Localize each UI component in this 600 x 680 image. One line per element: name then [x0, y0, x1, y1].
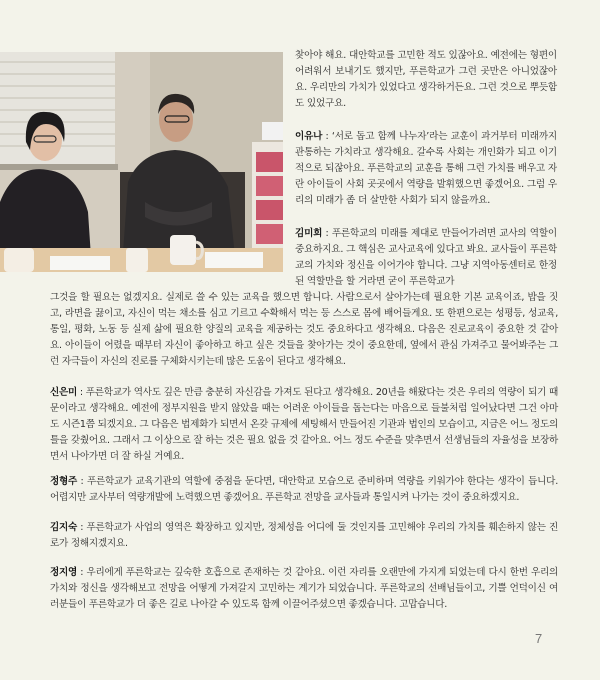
paragraph-kim-mihee-cont: [50, 290, 558, 370]
speaker-remark: : 푸른학교가 교육기관의 역할에 중점을 둔다면, 대안학교 모습으로 준비하며 역량을 키워가야 한다는 생각이 듭니다. 어렵지만 교사부터 역량개발에 노력했으면 좋겠어요. 푸른학교 전망을 교사들과 통일시켜 나가는 것이 중요하겠지요.: [50, 476, 558, 503]
speaker-name: 신은미: [50, 387, 78, 398]
speaker-remark: : 푸른학교가 역사도 깊은 만큼 충분히 자신감을 가져도 된다고 생각해요. 20년을 해왔다는 것은 우리의 역량이 되기 때문이라고 생각해요. 예전에 정부지원을 받지 않았을 때는 어려운 아이들을 돕는다는 마음으로 들불처럼 일어났다면 그건 아마도 시즌1쯤 되겠지요. 그 다음은 법제화가 되면서 온갖 규제에 세팅해서 만들어진 기관과 법인의 모습이고, 지금은 어느 정도의 틀을 갖췄어요. 그래서 그 이상으로 잘 하는 것은 필요 없을 것 같아요. 어느 정도 수준을 맞추면서 선생님들의 자율성을 보장하면서 나아가면 더 잘 하실 거예요.: [50, 387, 558, 462]
speaker-name: 정형주: [50, 476, 78, 487]
speaker-name: 김미희: [295, 228, 323, 239]
paragraph-kim-jisuk: [50, 520, 558, 552]
speaker-remark: : 우리에게 푸른학교는 깊숙한 호흡으로 존재하는 것 같아요. 이런 자리를 오랜만에 가지게 되었는데 다시 한번 우리의 가치와 정신을 생각해보고 전망을 어떻게 가져갈지 고민하는 계기가 되었습니다. 푸른학교의 선배님들이고, 기쁠 언덕이신 여러분들이 푸른학교가 더 좋은 길로 나아갈 수 있도록 함께 이끌어주셨으면 좋겠습니다. 고맙습니다.: [50, 567, 558, 610]
speaker-name: 이유나: [295, 131, 323, 142]
speaker-remark: : ‘서로 돕고 함께 나누자’라는 교훈이 과거부터 미래까지 관통하는 가치라고 생각해요. 갈수록 사회는 개인화가 되고 이기적으로 되잖아요. 푸른학교의 교훈을 통해 그런 가치를 배우고 자란 아이들이 사회 곳곳에서 역량을 발휘했으면 좋겠어요. 그럼 우리의 미래가 좀 더 살만한 사회가 되지 않을까요.: [295, 131, 557, 206]
paragraph-lee-yuna: [295, 129, 557, 209]
speaker-name: 김지숙: [50, 522, 78, 533]
paragraph-jung-hyungju: [50, 474, 558, 506]
paragraph-continuation: 찾아야 해요. 대안학교를 고민한 적도 있잖아요. 예전에는 형편이 어려워서 보내기도 했지만, 푸른학교가 그런 곳만은 아니었잖아요. 우리만의 가치가 있었다고 생각하거든요. 그런 것으로 뿌듯함도 있었구요.: [295, 50, 557, 109]
paragraph-kim-mihee: [295, 226, 557, 290]
paragraph-jung-jiyoung: [50, 565, 558, 613]
interview-photo: [0, 52, 283, 272]
paragraph-shin-eunmi: [50, 385, 558, 465]
speaker-remark: : 푸른학교의 미래를 제대로 만들어가려면 교사의 역할이 중요하지요. 그 핵심은 교사교육에 있다고 봐요. 교사들이 푸른학교의 가치와 정신을 이어가야 합니다. 그냥 지역아동센터로 한정된 역할만을 할 거라면 굳이 푸른학교가: [295, 228, 557, 287]
speaker-remark: : 푸른학교가 사업의 영역은 확장하고 있지만, 정체성을 어디에 둘 것인지를 고민해야 우리의 가치를 훼손하지 않는 진로가 정해지겠지요.: [50, 522, 558, 549]
paragraph-text: 그것을 할 필요는 없겠지요. 실제로 쓸 수 있는 교육을 했으면 합니다. 사람으로서 살아가는데 필요한 기본 교육이죠, 밥을 짓고, 라면을 끓이고, 자신이 먹는 채소를 심고 기르고 수확해서 먹는 등 스스로 몸에 배어들게요. 또 한편으로는 성평등, 성교육, 통일, 평화, 노동 등 실제 삶에 필요한 양질의 교육을 제공하는 것도 중요하다고 생각해요. 다음은 진로교육이 중요한 것 같아요. 아이들이 어렸을 때부터 자신이 좋아하고 하고 싶은 것들을 찾아가는 것이 중요한데, 옆에서 관심 가져주고 물어봐주는 그런 자극들이 자신의 진로를 구체화시키는데 많은 도움이 된다고 생각해요.: [50, 292, 558, 367]
page-number: 7: [535, 631, 543, 646]
speaker-name: 정지영: [50, 567, 78, 578]
right-column-text: [295, 48, 557, 290]
